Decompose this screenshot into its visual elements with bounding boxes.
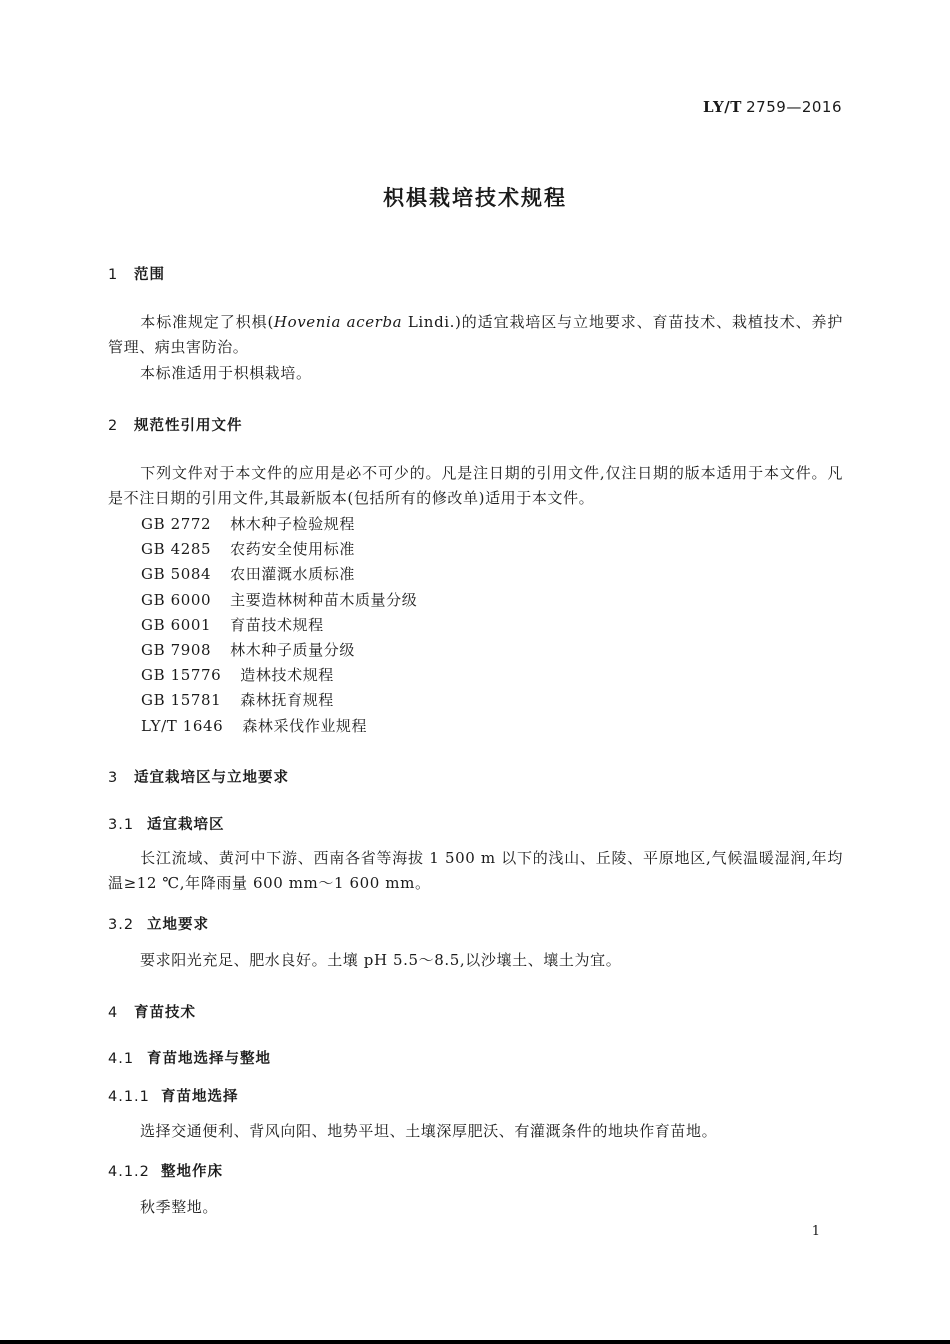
normative-references-list — [141, 512, 417, 739]
reference-item — [141, 688, 417, 713]
document-title: 枳椇栽培技术规程 — [383, 186, 567, 210]
section-title: 范围 — [134, 267, 165, 283]
section-number: 3.1 — [108, 817, 135, 833]
section-title: 育苗地选择与整地 — [147, 1051, 271, 1067]
reference-item — [141, 562, 417, 587]
reference-item — [141, 588, 417, 613]
reference-code: GB 7908 — [141, 641, 212, 660]
section-4-1-2-paragraph: 秋季整地。 — [140, 1198, 219, 1216]
reference-item — [141, 638, 417, 663]
reference-name: 农药安全使用标准 — [230, 540, 355, 559]
standard-code-prefix: LY/T — [702, 98, 742, 116]
section-1-heading — [108, 263, 165, 284]
section-number: 3 — [108, 770, 119, 786]
section-title: 育苗地选择 — [161, 1089, 239, 1105]
reference-code: GB 15776 — [141, 666, 222, 685]
section-number: 4.1.1 — [108, 1089, 150, 1105]
section-number: 4 — [108, 1005, 119, 1021]
section-4-1-heading — [108, 1047, 271, 1068]
reference-code: GB 6001 — [141, 615, 212, 634]
standard-code — [703, 98, 842, 117]
section-4-1-1-heading — [108, 1085, 239, 1106]
section-2-paragraph: 下列文件对于本文件的应用是必不可少的。凡是注日期的引用文件,仅注日期的版本适用于本文件。凡是不注日期的引用文件,其最新版本(包括所有的修改单)适用于本文件。 — [108, 464, 843, 507]
section-title: 整地作床 — [161, 1164, 223, 1180]
section-title: 育苗技术 — [134, 1005, 196, 1021]
page-number: 1 — [811, 1224, 820, 1239]
page-bottom-border — [0, 1340, 950, 1344]
section-2-heading — [108, 414, 243, 435]
section-number: 4.1.2 — [108, 1164, 150, 1180]
reference-code: GB 15781 — [141, 691, 222, 710]
latin-species-name: Hovenia acerba — [273, 313, 403, 331]
section-4-heading — [108, 1001, 196, 1022]
reference-name: 森林采伐作业规程 — [242, 716, 368, 735]
reference-item — [141, 512, 417, 537]
section-4-1-1-paragraph: 选择交通便利、背风向阳、地势平坦、土壤深厚肥沃、有灌溉条件的地块作育苗地。 — [140, 1122, 718, 1140]
reference-code: GB 2772 — [141, 515, 212, 533]
reference-name: 造林技术规程 — [240, 666, 334, 685]
reference-name: 森林抚育规程 — [240, 691, 334, 710]
reference-name: 林木种子质量分级 — [230, 641, 355, 660]
reference-name: 林木种子检验规程 — [230, 515, 355, 533]
reference-code: GB 4285 — [141, 540, 212, 559]
section-number: 1 — [108, 267, 119, 283]
reference-code: GB 5084 — [141, 565, 212, 584]
section-4-1-2-heading — [108, 1160, 223, 1181]
section-number: 3.2 — [108, 917, 135, 933]
section-number: 2 — [108, 418, 119, 434]
section-3-heading — [108, 766, 289, 787]
reference-code: GB 6000 — [141, 590, 212, 609]
standard-code-number: 2759—2016 — [746, 98, 842, 116]
section-1-paragraph-2: 本标准适用于枳椇栽培。 — [140, 364, 312, 382]
reference-name: 农田灌溉水质标准 — [230, 565, 355, 584]
section-1-paragraph-1: 本标准规定了枳椇(Hovenia acerba Lindi.)的适宜栽培区与立地要求、育苗技术、栽植技术、养护管理、病虫害防治。 — [108, 313, 843, 356]
reference-name: 育苗技术规程 — [230, 615, 324, 634]
section-title: 适宜栽培区与立地要求 — [134, 770, 289, 786]
reference-item — [141, 714, 417, 739]
section-title: 立地要求 — [147, 917, 209, 933]
section-number: 4.1 — [108, 1051, 135, 1067]
reference-item — [141, 663, 417, 688]
section-3-2-paragraph: 要求阳光充足、肥水良好。土壤 pH 5.5～8.5,以沙壤土、壤土为宜。 — [140, 951, 622, 969]
reference-item — [141, 613, 417, 638]
reference-code: LY/T 1646 — [141, 716, 224, 735]
section-title: 规范性引用文件 — [134, 418, 243, 434]
section-3-1-paragraph: 长江流域、黄河中下游、西南各省等海拔 1 500 m 以下的浅山、丘陵、平原地区,气候温暖湿润,年均温≥12 ℃,年降雨量 600 mm～1 600 mm。 — [108, 849, 843, 892]
reference-item — [141, 537, 417, 562]
section-3-1-heading — [108, 813, 225, 834]
reference-name: 主要造林树种苗木质量分级 — [230, 590, 418, 609]
section-3-2-heading — [108, 913, 209, 934]
section-title: 适宜栽培区 — [147, 817, 225, 833]
